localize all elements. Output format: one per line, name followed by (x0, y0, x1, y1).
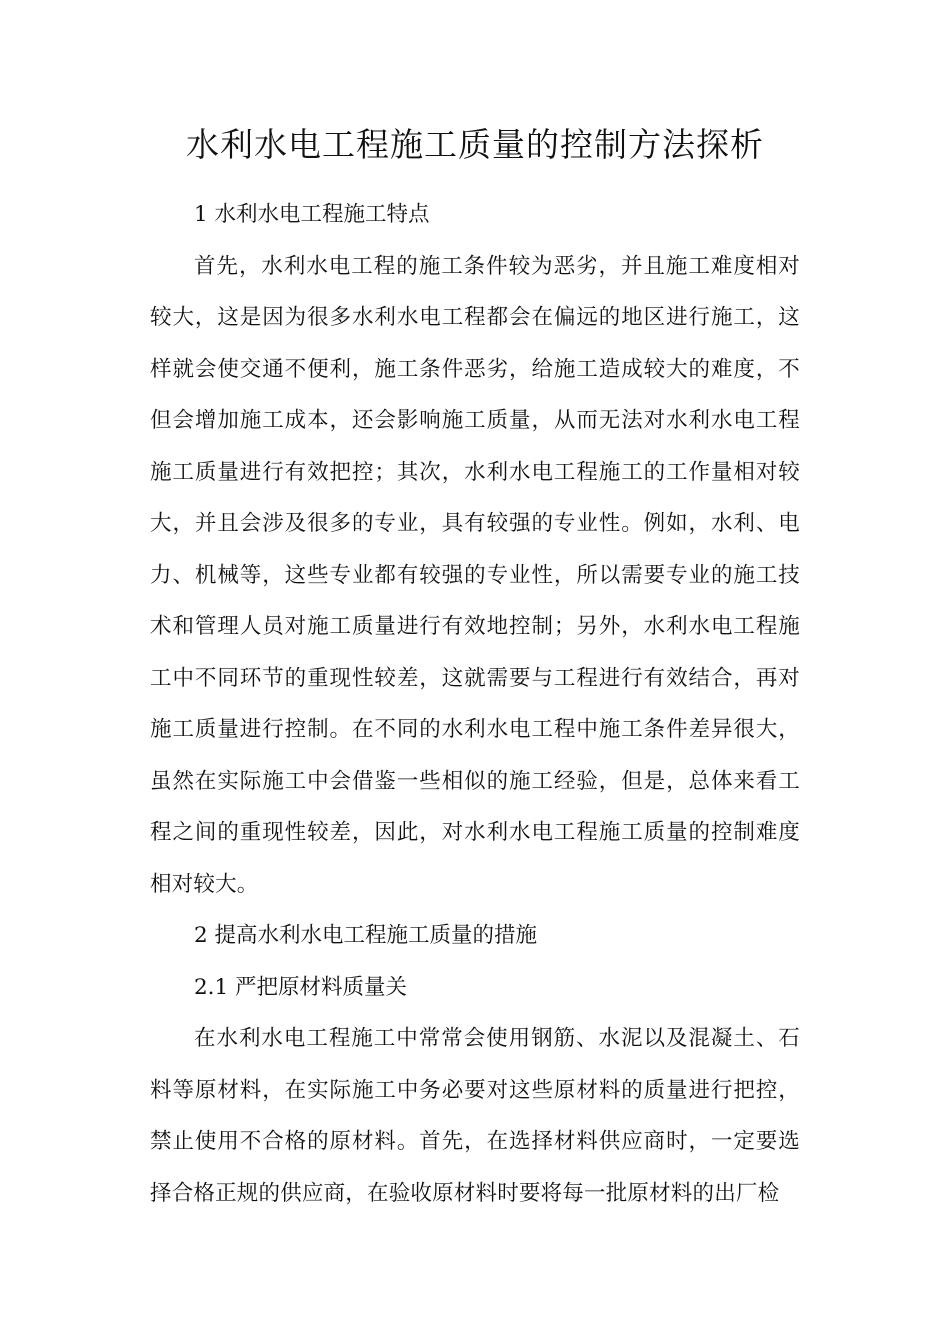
section-1-paragraph: 首先，水利水电工程的施工条件较为恶劣，并且施工难度相对较大，这是因为很多水利水电工程都会在偏远的地区进行施工，这样就会使交通不便利，施工条件恶劣，给施工造成较大的难度，不但会增加施工成本，还会影响施工质量，从而无法对水利水电工程施工质量进行有效把控；其次，水利水电工程施工的工作量相对较大，并且会涉及很多的专业，具有较强的专业性。例如，水利、电力、机械等，这些专业都有较强的专业性，所以需要专业的施工技术和管理人员对施工质量进行有效地控制；另外，水利水电工程施工中不同环节的重现性较差，这就需要与工程进行有效结合，再对施工质量进行控制。在不同的水利水电工程中施工条件差异很大，虽然在实际施工中会借鉴一些相似的施工经验，但是，总体来看工程之间的重现性较差，因此，对水利水电工程施工质量的控制难度相对较大。 (150, 253, 800, 897)
section-2-1-paragraph: 在水利水电工程施工中常常会使用钢筋、水泥以及混凝土、石料等原材料，在实际施工中务必要对这些原材料的质量进行把控，禁止使用不合格的原材料。首先，在选择材料供应商时，一定要选择合格正规的供应商，在验收原材料时要将每一批原材料的出厂检 (150, 1026, 800, 1206)
section-2-heading: 2 提高水利水电工程施工质量的措施 (194, 923, 538, 948)
section-2-1-heading: 2.1 严把原材料质量关 (194, 974, 408, 1000)
document-body (150, 189, 800, 1219)
section-1-heading: 1 水利水电工程施工特点 (194, 202, 430, 227)
document-title: 水利水电工程施工质量的控制方法探析 (186, 125, 764, 164)
